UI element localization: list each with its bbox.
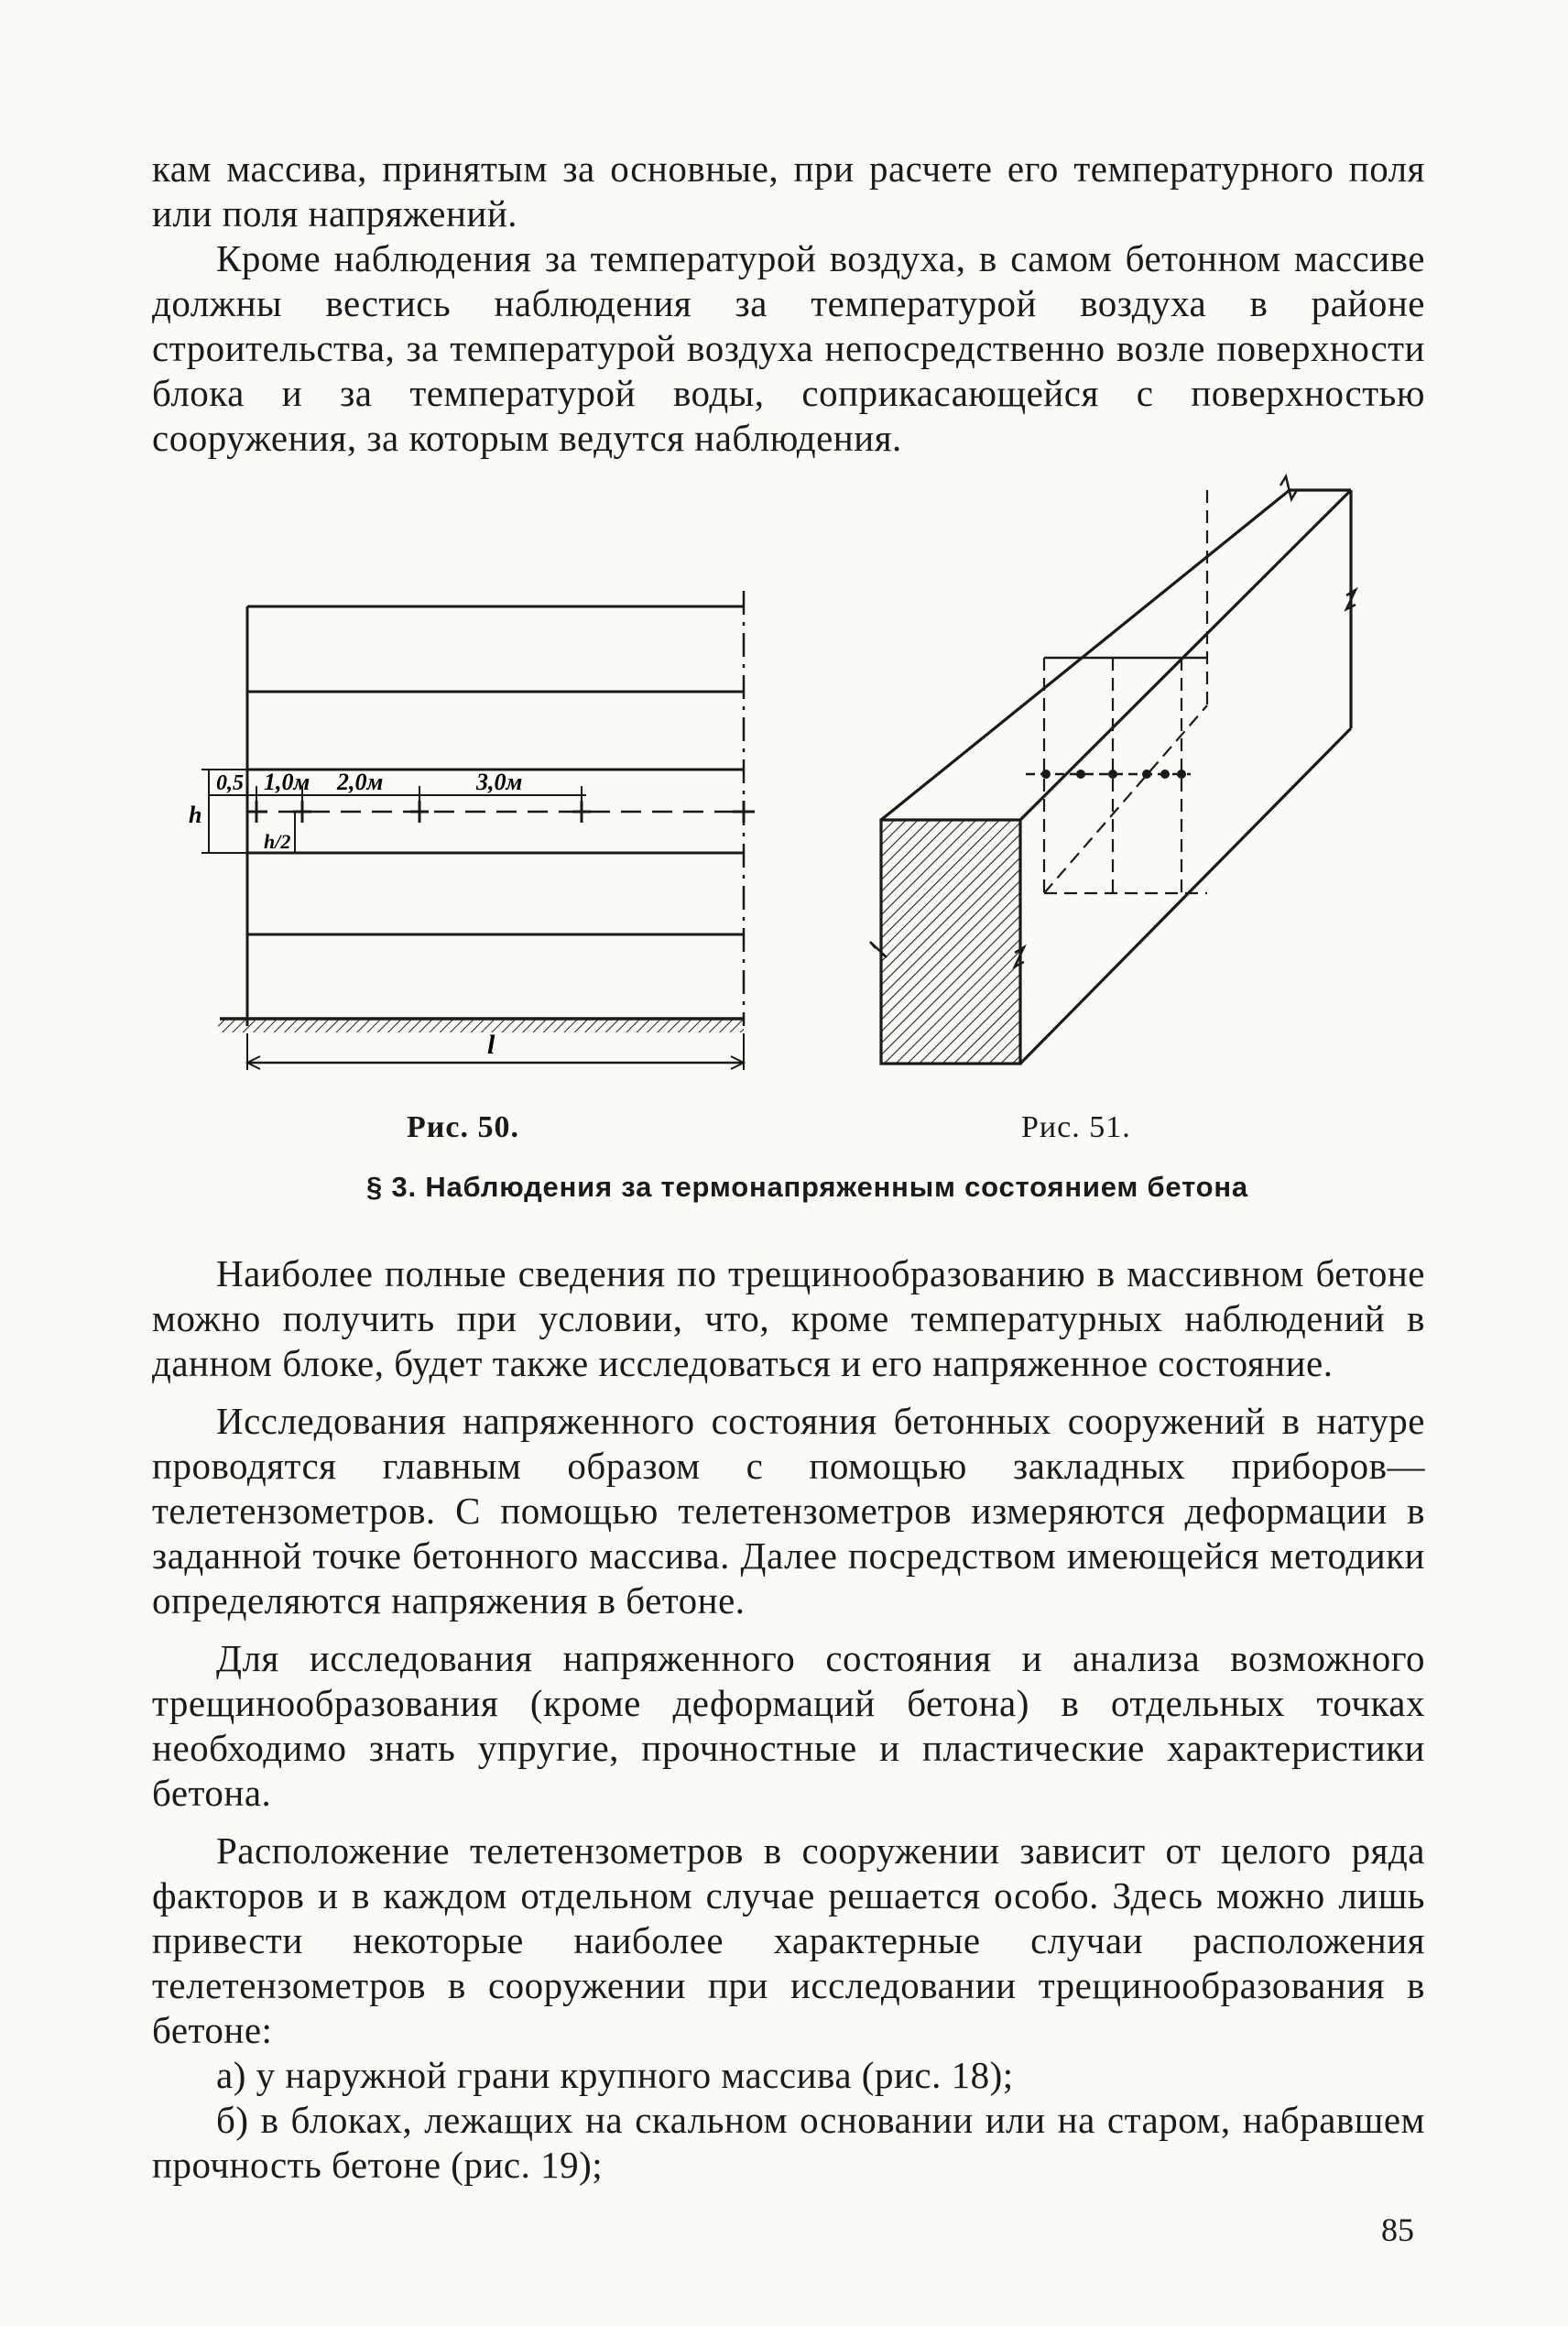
paragraph-2: Исследования напряженного состояния бетонных сооружений в натуре проводятся главным образом с помощью закладных приборов—телетензометров. С помощью телетензометров измеряются деформации в заданной точке бетонного массива. Далее посредством имеющейся методики определяются напряжения в бетоне.	[152, 1400, 1425, 1622]
fig51-front-face	[881, 820, 1020, 1064]
fig50-ground-hatch	[218, 1020, 744, 1032]
list-item-a: а) у наружной грани крупного массива (рис. 18);	[216, 2054, 1014, 2096]
figures	[0, 0, 1568, 1154]
fig50-label-05: 0,5	[216, 771, 244, 795]
paragraph-continuation: кам массива, принятым за основные, при расчете его температурного поля или поля напряжений.	[152, 147, 1425, 235]
fig50-label-half-h: h/2	[264, 830, 291, 853]
figure-51-drawing	[870, 476, 1356, 1064]
page-number: 85	[1381, 2211, 1414, 2248]
figure-51-caption: Рис. 51.	[1021, 1110, 1131, 1144]
paragraph-4: Расположение телетензометров в сооружении зависит от целого ряда факторов и в каждом отдельном случае решается особо. Здесь можно лишь привести некоторые наиболее характерные случаи расположения телетензометров в сооружении при исследовании трещинообразования в бетоне:	[152, 1829, 1425, 2051]
fig51-edge	[881, 490, 1290, 820]
paragraph-air-temperature: Кроме наблюдения за температурой воздуха, в самом бетонном массиве должны вестись наблюдения за температурой воздуха в районе строительства, за температурой воздуха непосредственно возле поверхности блока и за температурой воды, соприкасающейся с поверхностью сооружения, за которым ведутся наблюдения.	[152, 237, 1425, 459]
fig51-edge	[1020, 490, 1351, 820]
fig50-label-h: h	[189, 802, 202, 828]
fig50-label-2m: 2,0м	[337, 769, 384, 795]
figure-50-caption: Рис. 50.	[407, 1110, 519, 1144]
body-text	[152, 1251, 1425, 2188]
section-heading: § 3. Наблюдения за термонапряженным состоянием бетона	[366, 1171, 1248, 1203]
fig51-hidden-edge	[1044, 705, 1207, 893]
paragraph-3: Для исследования напряженного состояния и анализа возможного трещинообразования (кроме деформаций бетона) в отдельных точках необходимо знать упругие, прочностные и пластические характеристики бетона.	[152, 1637, 1425, 1814]
fig50-label-l: l	[487, 1030, 495, 1060]
paragraph-1: Наиболее полные сведения по трещинообразованию в массивном бетоне можно получить при условии, что, кроме температурных наблюдений в данном блоке, будет также исследоваться и его напряженное состояние.	[152, 1252, 1425, 1384]
fig51-edge	[1020, 728, 1351, 1064]
list-item-b: б) в блоках, лежащих на скальном основании или на старом, набравшем прочность бетоне (рис. 19);	[152, 2099, 1425, 2186]
fig50-label-3m: 3,0м	[476, 769, 523, 795]
fig51-break-mark	[1346, 590, 1356, 609]
fig50-label-1m: 1,0м	[264, 769, 310, 795]
